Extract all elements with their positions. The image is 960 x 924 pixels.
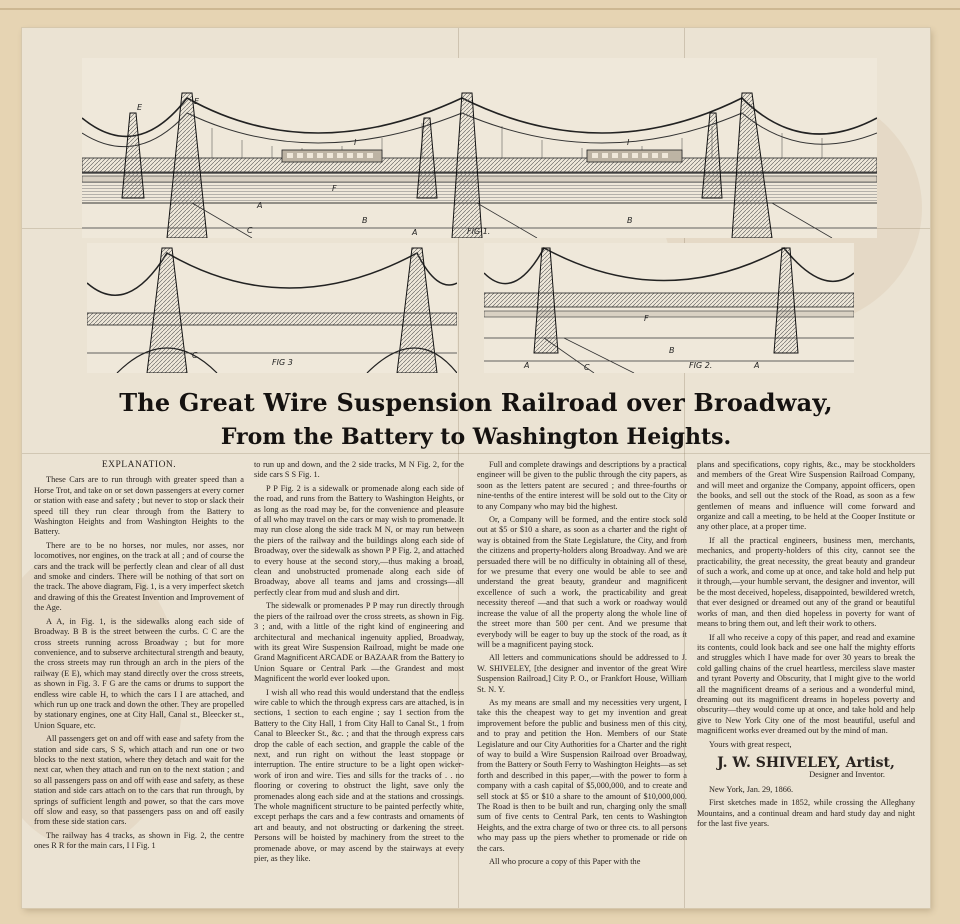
label-i: I [627,138,630,147]
signature-role: Designer and Inventor. [809,770,885,780]
figure-2-caption: FIG 2. [689,361,713,370]
label-c: C [247,226,253,235]
paragraph: There are to be no horses, nor mules, nor asses, nor locomotives, nor engines, on the track at all ; and of course the cars and the track will be perfectly clean and clear of all dust and smoke and cinders. There will be nothing of that sort on the track. The above diagram, Fig. 1, is a very imperfect sketch and drawing of this the Greatest Invention and Improvement of the Age. [34,540,244,613]
main-headline: The Great Wire Suspension Railroad over Broadway, [119,388,833,417]
paragraph: I wish all who read this would understand that the endless wire cable to which the through express cars are attached, is in sections, 1 section to each engine ; say 1 section from the Battery to the City Hall, 1 from City Hall to Canal St., 1 from Canal to Bleecker St., &c. ; and that the through express cars drop the cable of each section, and grapple the cable of the next, and run right on without the least stoppage or interruption. The entire structure to be a light open wicker-work of iron and wire. Ties and sills for the tracks of . . no flooring or covering to obstruct the light, save only the promenades along each side and at the stations and crossings. The whole magnificent structure to be painted perfectly white, except perhaps the cars and a few contrasts and ornaments of art and beauty, and not obstructing or darkening the street. Persons will be hoisted by machinery from the street to the promenade above, or may ascend by the stairways at every pier, as they like. [254,687,464,864]
paragraph: These Cars are to run through with greater speed than a Horse Trot, and take on or set down passengers at every corner or station with ease and safety ; but never to stop or slack their speed till they run clear through from the Battery to Washington Heights and from Washington Heights to the Battery. [34,475,244,537]
dateline: New York, Jan. 29, 1866. [709,784,794,794]
closing-line: Yours with great respect, [709,739,792,749]
paragraph: First sketches made in 1852, while crossing the Alleghany Mountains, and a continual dream and hard study day and night for the last five years. [697,798,915,828]
text-column-4 [697,460,915,832]
text-column-2 [254,460,464,867]
figure-3-engraving [87,243,457,373]
figure-3-caption: FIG 3 [272,358,293,367]
paragraph: If all the practical engineers, business men, merchants, mechanics, and property-holders of this city, cannot see the practicability, the great necessity, the great beauty and grandeur of such a work, and come up at once, and take hold and help put it through,—your humble servant, the designer and inventor, will be the most deceived, hopeless, disappointed, bewildered wretch, that ever designed or dreamed out any of the grand or beautiful works of man, and then died hopeless in poverty for want of means to bring them out, and left their work to others. [697,535,915,629]
label-c: C [584,363,590,372]
label-a: A [412,228,418,237]
label-f: F [332,184,337,193]
label-e: E [137,103,143,112]
figure-1-caption: FIG 1. [467,227,491,236]
label-b: B [627,216,633,225]
label-a: A [754,361,760,370]
text-column-1 [34,460,244,855]
label-f: F [644,314,649,323]
paragraph: to run up and down, and the 2 side tracks, M N Fig. 2, for the side cars S S Fig. 1. [254,460,464,480]
paragraph: All who procure a copy of this Paper with the [489,857,641,867]
paragraph: The sidewalk or promenades P P may run directly through the piers of the railroad over the cross streets, as shown in Fig. 3 ; and, with a little of the right kind of engineering and architectural and mechanical ingenuity applied, Broadway, with its great Wire Suspension Railroad, might be made one Grand Magnificent ARCADE or BAZAAR from the Battery to Union Square or Central Park —the Grandest and most Magnificent the world ever looked upon. [254,601,464,684]
paragraph: As my means are small and my necessities very urgent, I take this the cheapest way to get my invention and great improvement before the public and business men of this city, and to pray and petition the Hon. Members of our State Legislature and our City Authorities for a Charter and the right of way to build a Wire Suspension Railroad over Broadway, from the Battery or South Ferry to Washington Heights—as set forth and described in this paper,—with the power to form a company with a cash capital of $5,000,000, and to create and sell stock at $5 or $10 a share to the amount of $10,000,000. The Road is then to be built and run, charging only the small sum of five cents to Central Park, ten cents to Washington Heights, and the extra charge of two or three cts. to all persons who may pass up the piers whether to promenade or ride on the cars. [477,697,687,853]
text-column-3 [477,460,687,870]
label-a: A [524,361,530,370]
label-b: B [669,346,675,355]
label-c: C [192,351,198,360]
section-heading: EXPLANATION. [101,460,177,470]
bridge-illustration-fig2 [484,243,854,373]
signature: J. W. SHIVELEY, Artist, [717,754,895,771]
paragraph: The railway has 4 tracks, as shown in Fig. 2, the centre ones R R for the main cars, I I Fig. 1 [34,830,244,851]
paragraph: All passengers get on and off with ease and safety from the station and side cars, S S, which attach and run one or two blocks to the next station, where they detach and wait for the next car, when they attach and run on to the next station ; and so all passengers pass on and off with ease and safety, as these station and side cars attach on to the cars that run through, by springs of sufficient length and power, so that the cars move off slow and easy, so that passengers pass on and off easily from these side station cars. [34,734,244,827]
label-b: B [362,216,368,225]
figure-1-engraving [82,58,877,238]
paragraph: If all who receive a copy of this paper, and read and examine its contents, could look back and see one half the mighty efforts and struggles which I have made for over 30 years to break the cold galling chains of the cruel heartless, merciless slave master and tyrant Poverty and Obscurity, that I might give to the world all the magnificent dreams of a serious and a wonderful mind, dreaming out its magnificent dreams in hopeless poverty and obscurity—they would come up at once, and take hold and help give to New York City one of the most beautiful, useful and magnificent works ever dreamed out by the mind of man. [697,632,915,736]
paragraph: All letters and communications should be addressed to J. W. SHIVELEY, [the designer and inventor of the great Wire Suspension Railroad,] City P. O., or Frankfort House, William St. N. Y. [477,653,687,694]
paragraph: P P Fig. 2 is a sidewalk or promenade along each side of the road, and runs from the Battery to Washington Heights, or as long as the road may be, for the convenience and pleasure of all who may travel on the cars or may wish to promenade. It may run close along the side track M N, or may run between the piers of the railway and the buildings along each side of Broadway, over the sidewalk as shown P P Fig. 2, and attached to every house at the second story,—thus making a broad, clean and unobstructed promenade along each side of Broadway, above all teams and jams and crossings—all perfectly clear from mud and slush and dirt. [254,483,464,597]
paragraph: Full and complete drawings and descriptions by a practical engineer will be given to the public through the city papers, as soon as the letters patent are secured ; and three-fourths or nine-tenths of the entire interest will be sold out to the City or to any Company who may bid the highest. [477,460,687,511]
bridge-illustration-fig3 [87,243,457,373]
paragraph: A A, in Fig. 1, is the sidewalks along each side of Broadway. B B is the street between the curbs. C C are the cross streets running across Broadway ; but for more convenience, and to subserve architectural strength and beauty, the cross streets may run through an arch in the piers of the railway (E E), which may stand directly over the cross streets, as shown in Fig. 3. F G are the cams or drums to support the endless wire cable H, to which the cars I I are attached, and which run up one track and down the other. They are propelled by stationary engines, one at City Hall, Canal st., Bleecker st., Union Square, etc. [34,616,244,730]
fold-crease [22,453,930,454]
bridge-illustration-fig1 [82,58,877,238]
sub-headline: From the Battery to Washington Heights. [220,424,732,450]
broadside-sheet [22,28,930,908]
label-i: I [354,138,357,147]
mat-edge-line [0,8,960,10]
label-e: E [194,97,200,106]
figure-2-engraving [484,243,854,373]
paragraph: plans and specifications, copy rights, &c., may be stockholders and members of the Great Wire Suspension Railroad Company, and will meet and organize the Company, appoint officers, open the books, and sell out the stock of the Road, as soon as a few gentlemen of means and influence will come forward and organize and call a meeting, to be held at the Cooper Institute or any other place, at a proper time. [697,460,915,532]
label-a: A [257,201,263,210]
paragraph: Or, a Company will be formed, and the entire stock sold out at $5 or $10 a share, as soon as a charter and the right of way is obtained from the State Legislature, the City, and from the citizens and property-holders along Broadway. And we are persuaded there will be no difficulty in obtaining all of these, for we presume that every one would be able to see and understand the great beauty, grandeur and magnificent excellence of such a work, the practicability and great necessity thereof —and that such a work or roadway would increase the value of all the property along the whole line of the street more than 500 per cent. And we presume that everybody will be eager to buy up the stock of the road, as it will be a magnificent paying stock. [477,515,687,649]
